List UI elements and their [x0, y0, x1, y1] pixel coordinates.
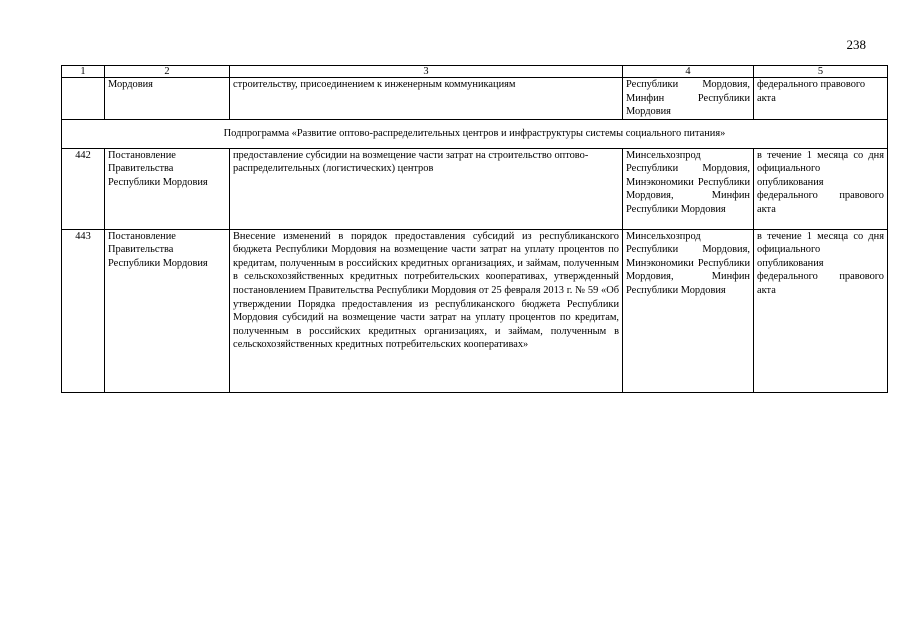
row-deadline: в течение 1 месяца со дня официального опубликования федерального правового акта [754, 229, 888, 392]
row-document-type: Постановление Правительства Республики Мордовия [105, 148, 230, 229]
row-deadline: в течение 1 месяца со дня официального опубликования федерального правового акта [754, 148, 888, 229]
column-number-3: 3 [230, 66, 623, 78]
document-table [61, 65, 888, 393]
continuation-document-type: Мордовия [105, 78, 230, 120]
column-number-row [62, 66, 888, 78]
row-document-type: Постановление Правительства Республики Мордовия [105, 229, 230, 392]
table-row [62, 229, 888, 392]
continuation-executors: Республики Мордовия, Минфин Республики Мордовия [623, 78, 754, 120]
row-executors: Минсельхозпрод Республики Мордовия, Минэкономики Республики Мордовия, Минфин Республики Мордовия [623, 229, 754, 392]
row-description: Внесение изменений в порядок предоставления субсидий из республиканского бюджета Республики Мордовия на возмещение части затрат на уплату процентов по кредитам, полученным в российских кредитных организациях, и займам, полученным в сельскохозяйственных кредитных потребительских кооперативах, утвержденный постановлением Правительства Республики Мордовия от 25 февраля 2013 г. № 59 «Об утверждении Порядка предоставления из республиканского бюджета Республики Мордовия субсидий на возмещение части затрат на уплату процентов по кредитам, полученным в российских кредитных организациях, и займам, полученным в сельскохозяйственных кредитных потребительских кооперативах» [230, 229, 623, 392]
subprogram-title: Подпрограмма «Развитие оптово-распределительных центров и инфраструктуры системы социального питания» [62, 120, 888, 149]
column-number-1: 1 [62, 66, 105, 78]
row-description: предоставление субсидии на возмещение части затрат на строительство оптово-распределительных (логистических) центров [230, 148, 623, 229]
row-number: 442 [62, 148, 105, 229]
column-number-5: 5 [754, 66, 888, 78]
column-number-4: 4 [623, 66, 754, 78]
column-number-2: 2 [105, 66, 230, 78]
table-row [62, 148, 888, 229]
continuation-row [62, 78, 888, 120]
continuation-description: строительству, присоединением к инженерным коммуникациям [230, 78, 623, 120]
continuation-number-cell [62, 78, 105, 120]
page-number: 238 [846, 37, 866, 52]
row-executors: Минсельхозпрод Республики Мордовия, Минэкономики Республики Мордовия, Минфин Республики Мордовия [623, 148, 754, 229]
continuation-deadline: федерального правового акта [754, 78, 888, 120]
row-number: 443 [62, 229, 105, 392]
subprogram-row [62, 120, 888, 149]
